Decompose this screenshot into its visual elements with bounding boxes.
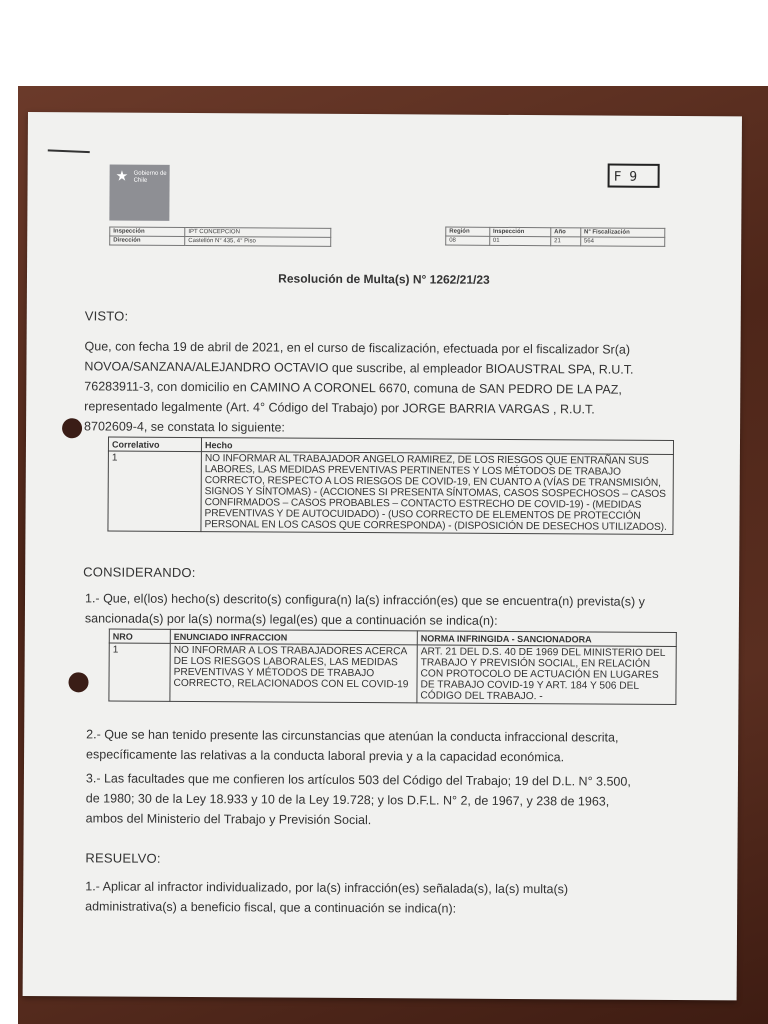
text-line: NOVOA/SANZANA/ALEJANDRO OCTAVIO que suscribe, al empleador BIOAUSTRAL SPA, R.U.T.: [84, 359, 634, 377]
document-page: [23, 112, 742, 1000]
inspection-info-table: [109, 226, 331, 246]
document-title: Resolución de Multa(s) N° 1262/21/23: [278, 271, 490, 287]
column-header: Hecho: [201, 438, 673, 455]
info-value: 21: [551, 237, 581, 246]
correlativo-cell: 1: [108, 451, 201, 532]
info-row: [110, 236, 331, 246]
fiscalization-info-table: [445, 227, 665, 247]
info-label: Inspección: [110, 227, 185, 236]
column-header: ENUNCIADO INFRACCION: [170, 629, 417, 645]
text-line: administrativa(s) a beneficio fiscal, que a continuación se indica(n):: [85, 899, 457, 916]
text-line: representado legalmente (Art. 4° Código del Trabajo) por JORGE BARRIA VARGAS , R.U.T.: [84, 399, 595, 417]
info-value-row: [446, 236, 665, 246]
info-value: Castellón N° 435, 4° Piso: [185, 236, 331, 246]
government-logo: [109, 164, 169, 220]
table-row: [109, 643, 676, 704]
norma-cell: ART. 21 DEL D.S. 40 DE 1969 DEL MINISTERIO DEL TRABAJO Y PREVISIÓN SOCIAL, EN RELACIÓN CON PROTOCOLO DE ACTUACIÓN EN LUGARES DE TRABAJO COVID-19 Y ART. 184 Y 506 DEL CÓDIGO DEL TRABAJO. -: [417, 645, 676, 705]
enunciado-cell: NO INFORMAR A LOS TRABAJADORES ACERCA DE LOS RIESGOS LABORALES, LAS MEDIDAS PREVENTIVAS Y MÉTODOS DE TRABAJO CORRECTO, RELACIONADOS CON EL COVID-19: [170, 643, 417, 703]
info-header: Inspección: [489, 227, 550, 236]
text-line: específicamente las relativas a la conducta laboral previa y a la capacidad económica.: [86, 747, 565, 765]
info-header: Región: [446, 227, 490, 236]
pen-mark: [48, 149, 90, 153]
table-row: [108, 451, 673, 534]
text-line: 76283911-3, con domicilio en CAMINO A CORONEL 6670, comuna de SAN PEDRO DE LA PAZ,: [84, 379, 622, 397]
visto-paragraph: [84, 336, 735, 440]
considerando-paragraph-1: [85, 588, 735, 632]
nro-cell: 1: [109, 643, 170, 701]
hecho-cell: NO INFORMAR AL TRABAJADOR ANGELO RAMIREZ, DE LOS RIESGOS QUE ENTRAÑAN SUS LABORES, LAS MEDIDAS PREVENTIVAS PERTINENTES Y LOS MÉTODOS DE TRABAJO CORRECTO, RESPECTO A LOS RIESGOS DE COVID-19, EN CUANTO A (VÍAS DE TRANSMISIÓN, SIGNOS Y SÍNTOMAS) - (ACCIONES SI PRESENTA SÍNTOMAS, CASOS SOSPECHOSOS – CASOS CONFIRMADOS – CASOS PROBABLES – CONTACTO ESTRECHO DE COVID-19) - (MEDIDAS PREVENTIVAS Y DE AUTOCUIDADO) - (USO CORRECTO DE ELEMENTOS DE PROTECCIÓN PERSONAL EN LOS CASOS QUE CORRESPONDA) - (DISPOSICIÓN DE DESECHOS UTILIZADOS).: [201, 452, 673, 535]
column-header: NRO: [109, 629, 170, 643]
info-value: IPT CONCEPCION: [185, 227, 331, 237]
text-line: sancionada(s) por la(s) norma(s) legal(es) que a continuación se indica(n):: [84, 611, 498, 628]
text-line: Que, con fecha 19 de abril de 2021, en el curso de fiscalización, efectuada por el fiscalizador Sr(a): [84, 339, 631, 357]
logo-text: Gobierno de Chile: [133, 170, 167, 184]
form-code-box: F 9: [608, 164, 660, 188]
resuelvo-paragraph-1: [85, 876, 733, 920]
column-header: NORMA INFRINGIDA - SANCIONADORA: [417, 631, 676, 647]
text-line: 1.- Que, el(los) hecho(s) descrito(s) configura(n) la(s) infracción(es) que se encuentra(n) prevista(s) y: [84, 591, 645, 609]
star-icon: ★: [115, 167, 129, 184]
punch-hole: [62, 418, 82, 438]
punch-hole: [68, 672, 88, 692]
resuelvo-heading: RESUELVO:: [85, 850, 161, 866]
considerando-paragraph-2: [86, 724, 734, 768]
column-header: Correlativo: [108, 437, 201, 452]
text-line: 2.- Que se han tenido presente las circunstancias que atenúan la conducta infraccional descrita,: [86, 727, 619, 745]
info-value: 01: [489, 236, 550, 245]
hechos-table: [107, 436, 674, 534]
text-line: 1.- Aplicar al infractor individualizado, por la(s) infracción(es) señalada(s), la(s) multa(s): [85, 879, 569, 897]
visto-heading: VISTO:: [84, 308, 129, 324]
considerando-paragraph-3: [86, 768, 734, 832]
text-line: ambos del Ministerio del Trabajo y Previsión Social.: [85, 811, 372, 828]
text-line: de 1980; 30 de la Ley 18.933 y 10 de la Ley 19.728; y los D.F.L. N° 2, de 1967, y 238 de 1963,: [85, 791, 610, 809]
info-label: Dirección: [110, 236, 185, 245]
info-value: 564: [580, 237, 664, 247]
info-value: 08: [446, 236, 490, 245]
considerando-heading: CONSIDERANDO:: [83, 564, 196, 581]
text-line: 8702609-4, se constata lo siguiente:: [84, 419, 285, 435]
info-header: N° Fiscalización: [580, 228, 664, 238]
text-line: 3.- Las facultades que me confieren los artículos 503 del Código del Trabajo; 19 del D.L. N° 3.500,: [85, 771, 631, 789]
infracciones-table: [108, 629, 676, 705]
info-header: Año: [551, 228, 581, 237]
